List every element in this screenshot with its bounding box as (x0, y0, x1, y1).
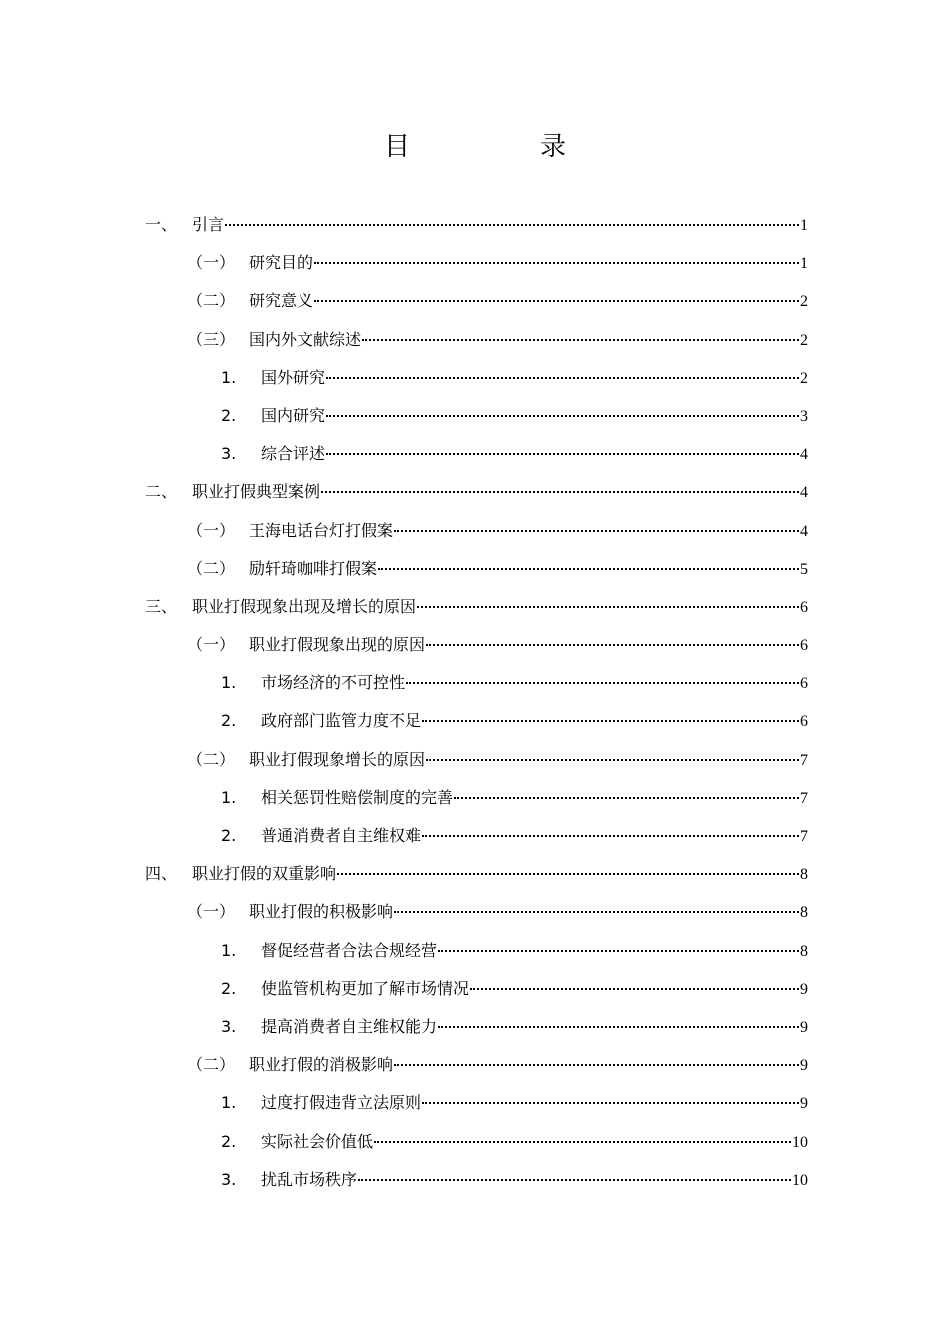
toc-entry-label: 职业打假典型案例 (192, 482, 321, 502)
toc-entry-number: 三、 (145, 596, 178, 616)
toc-entry-label: 普通消费者自主维权难 (261, 826, 422, 845)
toc-entry-number: （二） (187, 291, 236, 311)
toc-entry-page-number: 8 (800, 904, 808, 922)
toc-dot-leader (358, 1179, 791, 1181)
toc-dot-leader (470, 988, 799, 990)
toc-entry[interactable] (145, 588, 808, 626)
toc-entry-label: 职业打假现象出现及增长的原因 (192, 596, 417, 616)
toc-entry-page-number: 10 (792, 1133, 808, 1151)
toc-entry-label: 督促经营者合法合规经营 (261, 940, 438, 960)
toc-entry-page-number: 1 (800, 255, 808, 273)
toc-dot-leader (454, 797, 799, 799)
toc-dot-leader (394, 1064, 799, 1066)
toc-entry-page-number: 5 (800, 560, 808, 578)
toc-entry[interactable] (145, 932, 808, 970)
toc-entry[interactable] (145, 817, 808, 855)
toc-entry-label: 提高消费者自主维权能力 (261, 1016, 438, 1036)
toc-dot-leader (394, 530, 799, 532)
toc-entry[interactable] (145, 1046, 808, 1084)
toc-dot-leader (426, 759, 799, 761)
toc-dot-leader (314, 300, 799, 302)
toc-entry-number: （一） (187, 520, 236, 540)
toc-dot-leader (422, 720, 799, 722)
toc-entry[interactable] (145, 435, 808, 473)
toc-entry-label: 研究目的 (249, 253, 314, 273)
toc-entry-number: （二） (187, 558, 236, 578)
toc-dot-leader (426, 644, 799, 646)
toc-entry[interactable] (145, 282, 808, 320)
toc-entry-page-number: 9 (800, 1018, 808, 1036)
toc-entry-label: 相关惩罚性赔偿制度的完善 (261, 787, 454, 807)
toc-entry[interactable] (145, 550, 808, 588)
toc-entry-label: 引言 (192, 215, 225, 234)
toc-entry-number: 1. (221, 787, 237, 807)
toc-dot-leader (321, 491, 799, 493)
toc-dot-leader (422, 1102, 799, 1104)
toc-entry[interactable] (145, 321, 808, 359)
toc-dot-leader (417, 606, 799, 608)
toc-entry-number: 二、 (145, 482, 178, 502)
toc-entry-label: 研究意义 (249, 291, 314, 311)
toc-entry-number: 四、 (145, 864, 178, 884)
toc-entry-page-number: 4 (800, 522, 808, 540)
toc-entry-page-number: 9 (800, 1057, 808, 1075)
toc-entry-page-number: 4 (800, 484, 808, 502)
toc-entry[interactable] (145, 244, 808, 282)
toc-entry-number: （一） (187, 253, 236, 273)
toc-entry[interactable] (145, 970, 808, 1008)
toc-entry-page-number: 2 (800, 369, 808, 387)
toc-entry-page-number: 2 (800, 293, 808, 311)
toc-dot-leader (394, 911, 799, 913)
toc-entry-number: 2. (221, 711, 237, 731)
toc-entry[interactable] (145, 206, 808, 244)
toc-dot-leader (326, 377, 799, 379)
toc-entry-number: 3. (221, 444, 237, 464)
toc-entry-label: 过度打假违背立法原则 (261, 1093, 422, 1113)
toc-entry-number: 1. (221, 673, 237, 693)
toc-dot-leader (374, 1141, 791, 1143)
toc-entry-label: 扰乱市场秩序 (261, 1169, 358, 1189)
toc-entry-label: 使监管机构更加了解市场情况 (261, 978, 470, 998)
toc-entry-page-number: 4 (800, 446, 808, 464)
toc-entry-page-number: 7 (800, 828, 808, 845)
toc-entry[interactable] (145, 359, 808, 397)
toc-entry-page-number: 3 (800, 407, 808, 425)
toc-entry-label: 王海电话台灯打假案 (249, 520, 394, 540)
toc-entry-page-number: 6 (800, 675, 808, 693)
toc-entry-label: 实际社会价值低 (261, 1131, 374, 1151)
toc-entry-page-number: 8 (800, 942, 808, 960)
toc-entry-number: 2. (221, 826, 237, 845)
toc-entry-label: 政府部门监管力度不足 (261, 711, 422, 731)
toc-dot-leader (438, 950, 799, 952)
toc-entry-page-number: 2 (800, 331, 808, 349)
toc-entry[interactable] (145, 1161, 808, 1199)
toc-entry-number: 一、 (145, 215, 178, 234)
toc-entry-number: （二） (187, 749, 236, 769)
toc-entry-label: 励轩琦咖啡打假案 (249, 558, 378, 578)
toc-entry[interactable] (145, 626, 808, 664)
toc-dot-leader (422, 835, 799, 837)
toc-title: 目 录 (383, 132, 618, 162)
toc-dot-leader (326, 453, 799, 455)
toc-entry[interactable] (145, 1084, 808, 1122)
toc-entry-number: 3. (221, 1169, 237, 1189)
toc-entry-label: 国内研究 (261, 405, 326, 425)
toc-dot-leader (314, 262, 799, 264)
toc-entry-number: 2. (221, 978, 237, 998)
toc-entry-number: 1. (221, 367, 237, 387)
toc-entry-page-number: 6 (800, 598, 808, 616)
toc-dot-leader (438, 1026, 799, 1028)
toc-entry-number: 2. (221, 1131, 237, 1151)
toc-entry[interactable] (145, 893, 808, 931)
toc-entry-page-number: 9 (800, 1095, 808, 1113)
toc-entry-page-number: 7 (800, 751, 808, 769)
toc-entry[interactable] (145, 1008, 808, 1046)
toc-entry[interactable] (145, 512, 808, 550)
toc-entry-number: （二） (187, 1055, 236, 1075)
toc-entry[interactable] (145, 664, 808, 702)
toc-entry[interactable] (145, 779, 808, 817)
toc-dot-leader (362, 339, 799, 341)
toc-entry-label: 职业打假现象出现的原因 (249, 635, 426, 655)
toc-entry-label: 职业打假的双重影响 (192, 864, 337, 884)
toc-entry-number: 1. (221, 940, 237, 960)
toc-entry[interactable] (145, 702, 808, 740)
toc-entry-page-number: 6 (800, 637, 808, 655)
toc-entry-page-number: 9 (800, 980, 808, 998)
toc-entry-page-number: 8 (800, 866, 808, 884)
toc-entry-label: 职业打假的消极影响 (249, 1055, 394, 1075)
toc-entry[interactable] (145, 1123, 808, 1161)
toc-entry-number: （一） (187, 635, 236, 655)
toc-entry-page-number: 1 (800, 217, 808, 234)
toc-entry-label: 职业打假的积极影响 (249, 902, 394, 922)
toc-entry[interactable] (145, 473, 808, 511)
toc-entry[interactable] (145, 741, 808, 779)
toc-entry-page-number: 10 (792, 1171, 808, 1189)
toc-dot-leader (225, 224, 799, 226)
toc-entry-number: 1. (221, 1093, 237, 1113)
toc-entry-label: 综合评述 (261, 444, 326, 464)
toc-entry[interactable] (145, 855, 808, 893)
toc-entry-label: 国外研究 (261, 367, 326, 387)
toc-entry-page-number: 7 (800, 789, 808, 807)
toc-entry-number: 2. (221, 405, 237, 425)
toc-dot-leader (406, 682, 799, 684)
toc-entry-label: 市场经济的不可控性 (261, 673, 406, 693)
toc-dot-leader (337, 873, 799, 875)
toc-entry[interactable] (145, 397, 808, 435)
toc-entry-label: 国内外文献综述 (249, 329, 362, 349)
toc-entry-number: （三） (187, 329, 236, 349)
toc-dot-leader (326, 415, 799, 417)
toc-dot-leader (378, 568, 799, 570)
toc-entry-page-number: 6 (800, 713, 808, 731)
toc-entry-label: 职业打假现象增长的原因 (249, 749, 426, 769)
table-of-contents (145, 206, 808, 1199)
toc-entry-number: 3. (221, 1016, 237, 1036)
toc-entry-number: （一） (187, 902, 236, 922)
